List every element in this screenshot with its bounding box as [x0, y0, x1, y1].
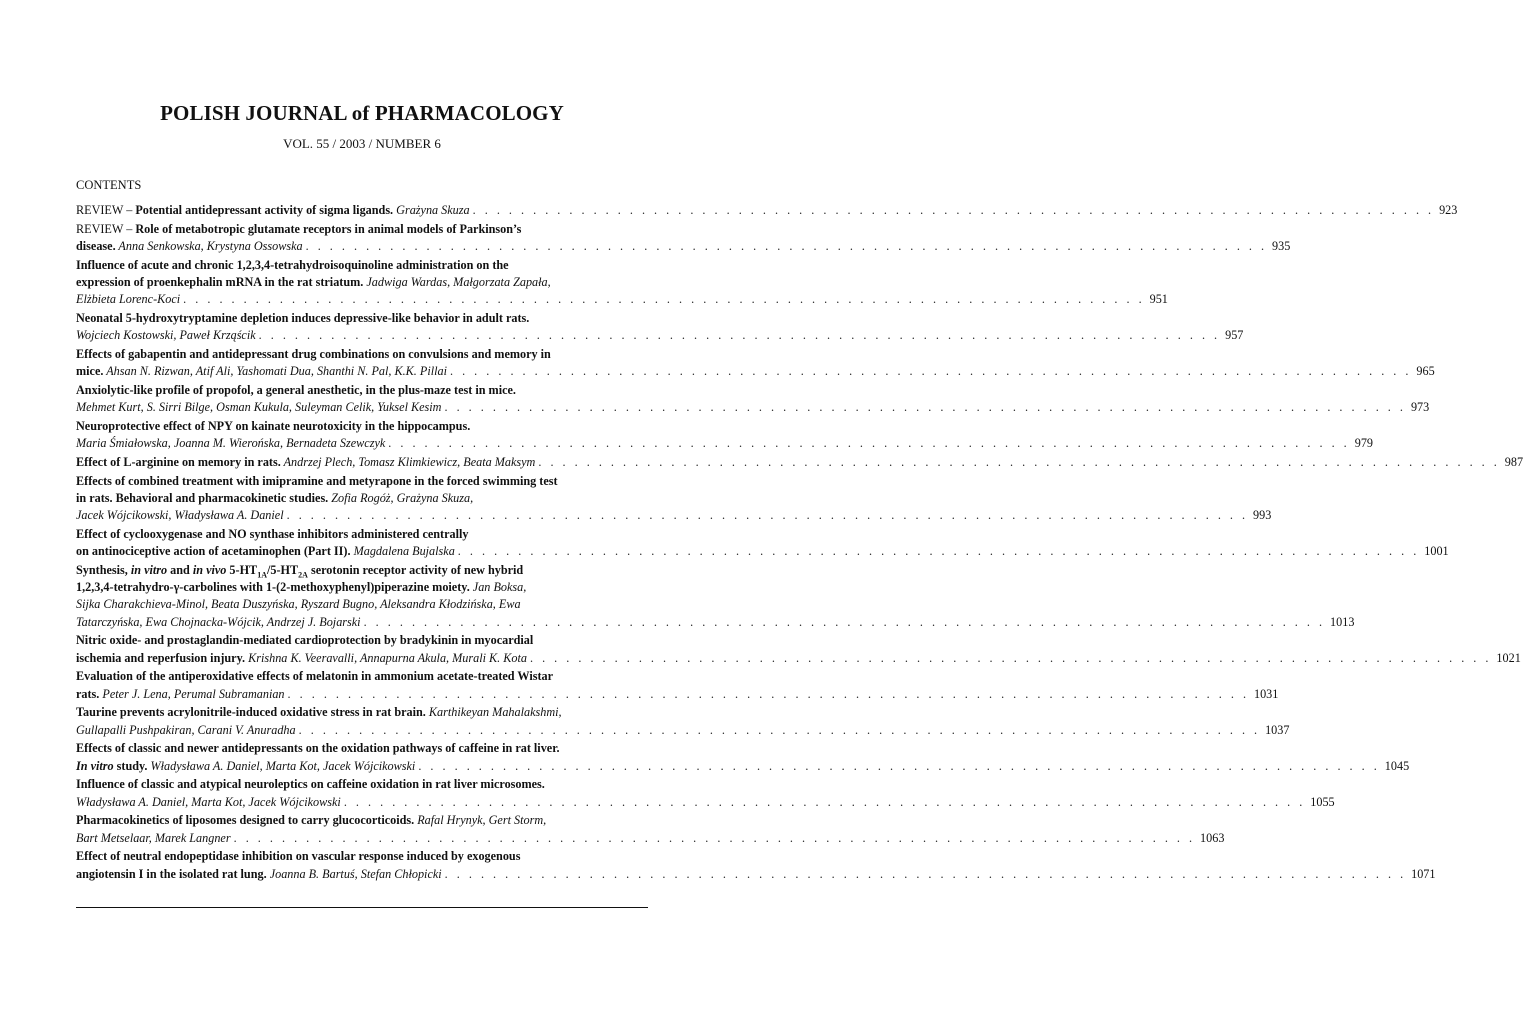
toc-title-text: expression of proenkephalin mRNA in the rat striatum.	[76, 275, 364, 289]
toc-authors: Władysława A. Daniel, Marta Kot, Jacek Wójcikowski	[147, 758, 416, 773]
dot-leader: . . . . . . . . . . . . . . . . . . . . . . . . . . . . . . . . . . . . . . . . . . . . . . . . . . . . . . . . . . . . . . . . . . . . . . . . . . . . . . . .	[343, 794, 1306, 809]
toc-authors: Ahsan N. Rizwan, Atif Ali, Yashomati Dua, Shanthi N. Pal, K.K. Pillai	[103, 364, 447, 379]
toc-title-text: in vitro	[130, 563, 168, 577]
toc-title-text: Effects of classic and newer antidepressants on the oxidation pathways of caffeine in rat liver.	[76, 741, 560, 756]
toc-title-text: 2A	[298, 570, 308, 580]
toc-title-text: Evaluation of the antiperoxidative effects of melatonin in ammonium acetate-treated Wistar	[76, 669, 554, 684]
toc-entry-line	[76, 399, 1430, 416]
toc-entry	[76, 562, 1355, 631]
toc-authors: Grażyna Skuza	[393, 203, 470, 217]
toc-entry	[76, 704, 1290, 738]
toc-entry	[76, 418, 1373, 452]
toc-authors: Tatarczyńska, Ewa Chojnacka-Wójcik, Andrzej J. Bojarski	[76, 614, 361, 629]
toc-entry-line	[76, 418, 641, 435]
toc-title-text: 5-HT	[226, 563, 258, 577]
toc-title-text: 1A	[257, 570, 267, 580]
toc-authors: Mehmet Kurt, S. Sirri Bilge, Osman Kukula, Suleyman Celik, Yuksel Kesim	[76, 400, 442, 415]
toc-entry-line	[76, 848, 641, 865]
toc-title-text: Anxiolytic-like profile of propofol, a general anesthetic, in the plus-maze test in mice.	[76, 383, 516, 397]
dot-leader: . . . . . . . . . . . . . . . . . . . . . . . . . . . . . . . . . . . . . . . . . . . . . . . . . . . . . . . . . . . . . . . . . . . . . . . . . . . . . . . .	[363, 614, 1326, 629]
toc-authors: Sijka Charakchieva-Minol, Beata Duszyńska, Ryszard Bugno, Aleksandra Kłodzińska, Ewa	[76, 597, 521, 612]
toc-title-text: Effect of L-arginine on memory in rats.	[76, 455, 281, 469]
toc-title-text: mice.	[76, 364, 104, 379]
dot-leader: . . . . . . . . . . . . . . . . . . . . . . . . . . . . . . . . . . . . . . . . . . . . . . . . . . . . . . . . . . . . . . . . . . . . . . . . . . . . . . . .	[472, 203, 1435, 217]
volume-line: VOL. 55 / 2003 / NUMBER 6	[283, 136, 441, 151]
page-number: 1063	[1200, 830, 1225, 845]
page-number: 987	[1504, 455, 1523, 469]
page-number: 935	[1272, 239, 1291, 253]
toc-entry	[76, 812, 1225, 846]
dot-leader: . . . . . . . . . . . . . . . . . . . . . . . . . . . . . . . . . . . . . . . . . . . . . . . . . . . . . . . . . . . . . . . . . . . . . . . . . . . . . . . .	[444, 866, 1407, 881]
toc-authors: Joanna B. Bartuś, Stefan Chłopicki	[266, 866, 442, 881]
toc-authors: Peter J. Lena, Perumal Subramanian	[99, 686, 285, 701]
dot-leader: . . . . . . . . . . . . . . . . . . . . . . . . . . . . . . . . . . . . . . . . . . . . . . . . . . . . . . . . . . . . . . . . . . . . . . . . . . . . . . . .	[258, 328, 1221, 343]
toc-title-text: on antinociceptive action of acetaminophen (Part II).	[76, 544, 351, 559]
toc-title-text: Neonatal 5-hydroxytryptamine depletion induces depressive-like behavior in adult rats.	[76, 311, 530, 325]
page-number: 1001	[1424, 544, 1449, 559]
toc-entry	[76, 346, 1435, 380]
toc-title-text: disease.	[76, 239, 116, 253]
dot-leader: . . . . . . . . . . . . . . . . . . . . . . . . . . . . . . . . . . . . . . . . . . . . . . . . . . . . . . . . . . . . . . . . . . . . . . . . . . . . . . . .	[457, 544, 1420, 559]
toc-authors: Krishna K. Veeravalli, Annapurna Akula, Murali K. Kota	[245, 650, 527, 665]
toc-entry-line	[76, 740, 641, 757]
toc-title-text: rats.	[76, 686, 100, 701]
toc-title-text: Effects of combined treatment with imipramine and metyrapone in the forced swimming test	[76, 473, 558, 488]
page-number: 1013	[1330, 614, 1355, 629]
toc-authors: Wojciech Kostowski, Paweł Krząścik	[76, 328, 256, 343]
dot-leader: . . . . . . . . . . . . . . . . . . . . . . . . . . . . . . . . . . . . . . . . . . . . . . . . . . . . . . . . . . . . . . . . . . . . . . . . . . . . . . . .	[444, 400, 1406, 415]
toc-title-text: in vivo	[192, 563, 227, 577]
page-number: 965	[1416, 364, 1435, 379]
toc-title-text: REVIEW –	[76, 203, 136, 217]
page-number: 951	[1149, 292, 1168, 307]
toc-entry-line	[76, 291, 1168, 308]
toc-entry-line	[76, 257, 641, 274]
toc-entry-line	[76, 596, 641, 613]
toc-entry	[76, 310, 1244, 344]
dot-leader: . . . . . . . . . . . . . . . . . . . . . . . . . . . . . . . . . . . . . . . . . . . . . . . . . . . . . . . . . . . . . . . . . . . . . . . . . . . . . . . .	[538, 455, 1500, 469]
page-number: 923	[1439, 203, 1458, 217]
toc-authors: Władysława A. Daniel, Marta Kot, Jacek Wójcikowski	[76, 794, 341, 809]
toc-entry-line	[76, 435, 1373, 452]
toc-entry	[76, 632, 1521, 666]
toc-entry	[76, 848, 1436, 882]
toc-entry-line	[76, 526, 641, 543]
dot-leader: . . . . . . . . . . . . . . . . . . . . . . . . . . . . . . . . . . . . . . . . . . . . . . . . . . . . . . . . . . . . . . . . . . . . . . . . . . . . . . . .	[298, 722, 1261, 737]
toc-title-text: Effect of neutral endopeptidase inhibition on vascular response induced by exogenous	[76, 849, 521, 864]
toc-authors: Andrzej Plech, Tomasz Klimkiewicz, Beata Maksym	[280, 455, 536, 469]
toc-entry-line	[76, 614, 1355, 631]
page-number: 979	[1354, 436, 1373, 451]
toc-title-text: Neuroprotective effect of NPY on kainate neurotoxicity in the hippocampus.	[76, 419, 471, 433]
toc-title-text: study.	[113, 758, 148, 773]
toc-entry-line	[76, 758, 1410, 775]
page-number: 993	[1253, 508, 1272, 523]
toc-entry-line	[76, 866, 1436, 883]
toc-title-text: 1,2,3,4-tetrahydro-γ-carbolines with 1-(2-methoxyphenyl)piperazine moiety.	[76, 580, 470, 595]
toc-entry-line	[76, 221, 641, 238]
toc-entry-line	[76, 382, 641, 399]
toc-entry-line	[76, 274, 641, 291]
footer-rule	[76, 907, 648, 908]
toc-entry-line	[76, 704, 641, 721]
dot-leader: . . . . . . . . . . . . . . . . . . . . . . . . . . . . . . . . . . . . . . . . . . . . . . . . . . . . . . . . . . . . . . . . . . . . . . . . . . . . . . . .	[529, 650, 1492, 665]
toc-entry	[76, 454, 1523, 471]
dot-leader: . . . . . . . . . . . . . . . . . . . . . . . . . . . . . . . . . . . . . . . . . . . . . . . . . . . . . . . . . . . . . . . . . . . . . . . . . . . . . . . .	[388, 436, 1350, 451]
toc-authors: Magdalena Bujalska	[350, 544, 455, 559]
toc-authors: Jadwiga Wardas, Małgorzata Zapała,	[363, 275, 551, 289]
toc-entry-line	[76, 327, 1244, 344]
page-number: 973	[1410, 400, 1430, 415]
toc-authors: Maria Śmiałowska, Joanna M. Wierońska, Bernadeta Szewczyk	[76, 436, 386, 451]
page-number: 1055	[1310, 794, 1335, 809]
dot-leader: . . . . . . . . . . . . . . . . . . . . . . . . . . . . . . . . . . . . . . . . . . . . . . . . . . . . . . . . . . . . . . . . . . . . . . . . . . . . . . . .	[286, 508, 1249, 523]
contents-list	[76, 202, 1523, 884]
toc-title-text: angiotensin I in the isolated rat lung.	[76, 866, 267, 881]
toc-entry	[76, 526, 1449, 560]
dot-leader: . . . . . . . . . . . . . . . . . . . . . . . . . . . . . . . . . . . . . . . . . . . . . . . . . . . . . . . . . . . . . . . . . . . . . . . . . . . . . . . .	[183, 292, 1145, 307]
dot-leader: . . . . . . . . . . . . . . . . . . . . . . . . . . . . . . . . . . . . . . . . . . . . . . . . . . . . . . . . . . . . . . . . . . . . . . . . . . . . . . . .	[449, 364, 1412, 379]
toc-entry-line	[76, 579, 641, 596]
toc-title-text: Influence of acute and chronic 1,2,3,4-tetrahydroisoquinoline administration on the	[76, 257, 509, 272]
toc-entry	[76, 473, 1272, 525]
toc-authors: Jacek Wójcikowski, Władysława A. Daniel	[76, 508, 284, 523]
toc-entry	[76, 257, 1168, 309]
dot-leader: . . . . . . . . . . . . . . . . . . . . . . . . . . . . . . . . . . . . . . . . . . . . . . . . . . . . . . . . . . . . . . . . . . . . . . . . . . . . . . . .	[233, 830, 1196, 845]
toc-entry-line	[76, 722, 1290, 739]
toc-entry-line	[76, 794, 1335, 811]
page-number: 1045	[1384, 758, 1410, 773]
toc-title-text: Role of metabotropic glutamate receptors in animal models of Parkinson’s	[135, 221, 522, 236]
toc-entry-line	[76, 454, 1523, 471]
toc-entry-line	[76, 473, 641, 490]
toc-entry-line	[76, 363, 1435, 380]
toc-title-text: ischemia and reperfusion injury.	[76, 650, 246, 665]
toc-entry-line	[76, 202, 1458, 219]
toc-title-text: Effect of cyclooxygenase and NO synthase inhibitors administered centrally	[76, 527, 469, 541]
toc-title-text: REVIEW –	[76, 221, 136, 236]
toc-title-text: serotonin receptor activity of new hybrid	[307, 563, 524, 577]
page-number: 1031	[1253, 686, 1279, 701]
toc-title-text: Pharmacokinetics of liposomes designed to carry glucocorticoids.	[76, 813, 415, 828]
toc-title-text: Potential antidepressant activity of sigma ligands.	[135, 203, 394, 217]
toc-entry-line	[76, 650, 1521, 667]
toc-title-text: Taurine prevents acrylonitrile-induced oxidative stress in rat brain.	[76, 705, 426, 720]
toc-entry-line	[76, 668, 641, 685]
toc-entry-line	[76, 562, 641, 579]
dot-leader: . . . . . . . . . . . . . . . . . . . . . . . . . . . . . . . . . . . . . . . . . . . . . . . . . . . . . . . . . . . . . . . . . . . . . . . . . . . . . . . .	[287, 686, 1249, 701]
toc-entry	[76, 740, 1410, 774]
toc-title-text: Influence of classic and atypical neuroleptics on caffeine oxidation in rat liver microsomes.	[76, 777, 545, 792]
toc-entry-line	[76, 686, 1279, 703]
toc-entry-line	[76, 632, 641, 649]
toc-entry	[76, 202, 1458, 219]
toc-entry-line	[76, 346, 641, 363]
toc-entry	[76, 382, 1430, 416]
toc-entry	[76, 776, 1335, 810]
toc-title-text: Synthesis,	[76, 563, 131, 577]
page-number: 1071	[1411, 866, 1436, 881]
toc-entry-line	[76, 310, 641, 327]
toc-entry-line	[76, 490, 641, 507]
contents-heading: CONTENTS	[76, 178, 142, 192]
toc-entry-line	[76, 238, 1291, 255]
page-number: 957	[1225, 328, 1244, 343]
page-number: 1037	[1265, 722, 1290, 737]
journal-title: POLISH JOURNAL of PHARMACOLOGY	[160, 101, 564, 125]
toc-title-text: Effects of gabapentin and antidepressant drug combinations on convulsions and memory in	[76, 347, 551, 361]
toc-authors: Anna Senkowska, Krystyna Ossowska	[115, 239, 303, 253]
toc-entry-line	[76, 812, 641, 829]
toc-authors: Bart Metselaar, Marek Langner	[76, 830, 231, 845]
toc-entry-line	[76, 543, 1449, 560]
toc-title-text: and	[167, 563, 193, 577]
dot-leader: . . . . . . . . . . . . . . . . . . . . . . . . . . . . . . . . . . . . . . . . . . . . . . . . . . . . . . . . . . . . . . . . . . . . . . . . . . . . . . . .	[418, 758, 1380, 773]
dot-leader: . . . . . . . . . . . . . . . . . . . . . . . . . . . . . . . . . . . . . . . . . . . . . . . . . . . . . . . . . . . . . . . . . . . . . . . . . . . . . . . .	[305, 239, 1268, 253]
toc-entry	[76, 221, 1291, 255]
toc-entry-line	[76, 830, 1225, 847]
toc-authors: Zofia Rogóż, Grażyna Skuza,	[328, 491, 474, 505]
toc-entry	[76, 668, 1279, 702]
toc-title-text: in rats. Behavioral and pharmacokinetic studies.	[76, 491, 329, 505]
toc-authors: Karthikeyan Mahalakshmi,	[425, 705, 562, 720]
page-number: 1021	[1496, 650, 1521, 665]
toc-entry-line	[76, 507, 1272, 524]
toc-authors: Jan Boksa,	[469, 580, 527, 595]
toc-authors: Elżbieta Lorenc-Koci	[76, 292, 181, 307]
toc-title-text: /5-HT	[266, 563, 299, 577]
toc-authors: Gullapalli Pushpakiran, Carani V. Anuradha	[76, 722, 296, 737]
toc-entry-line	[76, 776, 641, 793]
toc-title-text: In vitro	[76, 758, 114, 773]
toc-authors: Rafal Hrynyk, Gert Storm,	[414, 813, 547, 828]
toc-title-text: Nitric oxide- and prostaglandin-mediated cardioprotection by bradykinin in myocardial	[76, 633, 534, 648]
